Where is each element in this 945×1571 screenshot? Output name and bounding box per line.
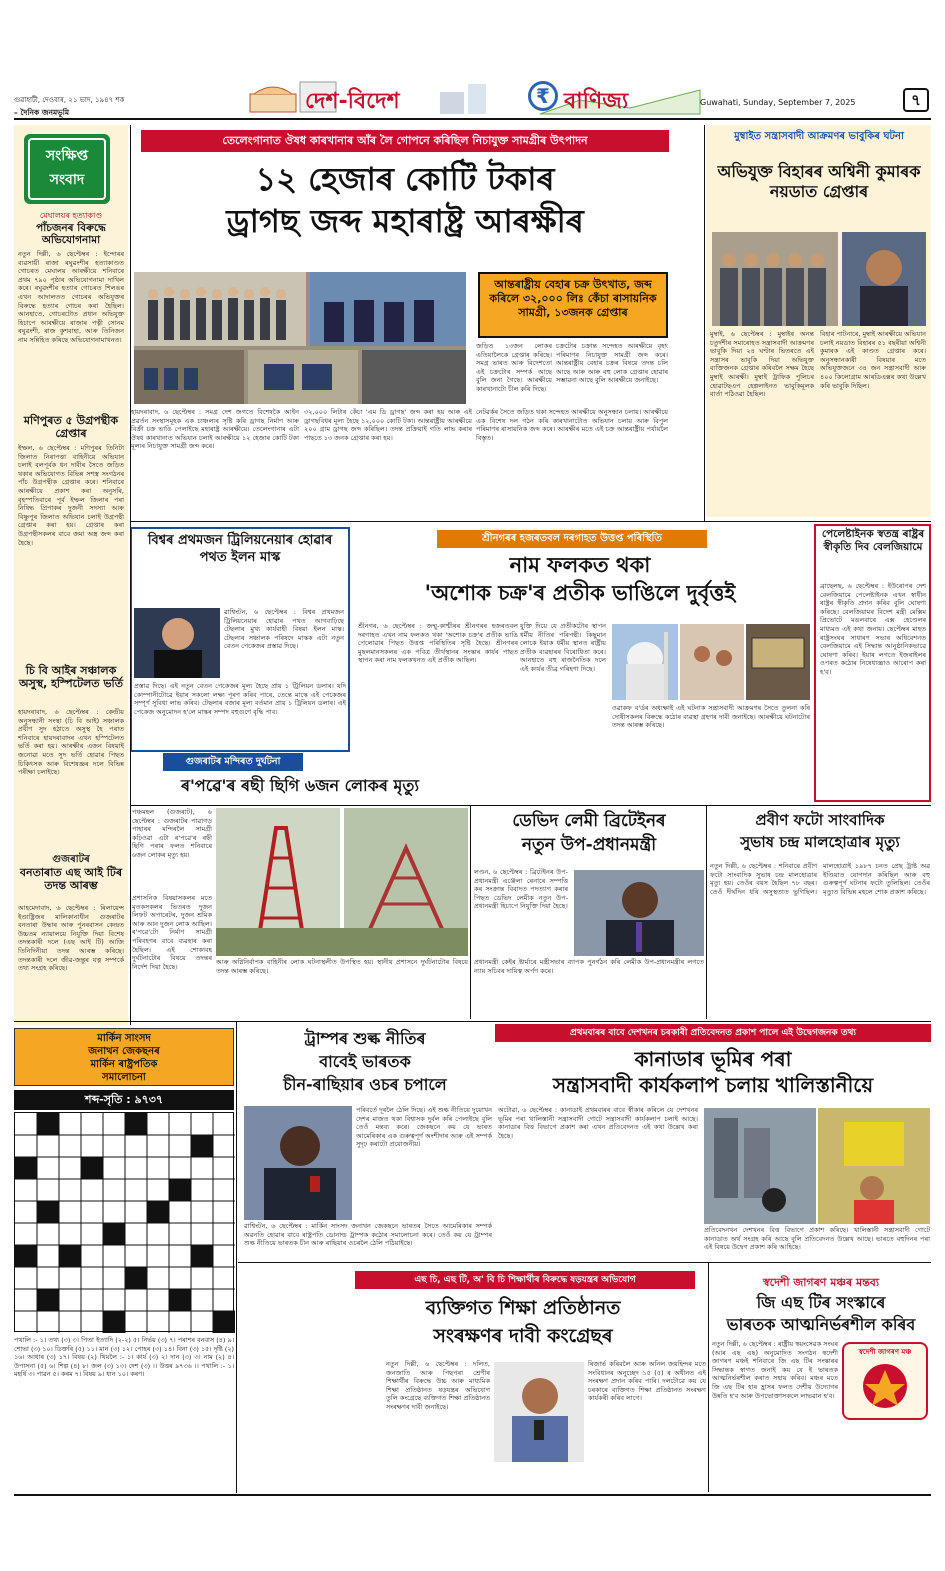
lammy-photo-graphic: [574, 870, 704, 956]
lead-body-5: চক্ৰটোৰ চক্ৰান্ত সন্দেহত আৰক্ষীয়ে বৃহৎ পৰিমাণৰ নিচাযুক্ত সামগ্ৰী জব্দ কৰে। আন্তৰাষ্ট্ৰীয় বেহাৰ চক্ৰৰ বিষয়ে তদন্ত চলি আছে আৰু আৰু বহু লোক গ্ৰেপ্তাৰ হোৱাৰ সম্ভাৱনা আছে বুলি আৰক্ষীয়ে জনাইছে।: [556, 342, 668, 385]
swadeshi-headline-line1: জি এছ টিৰ সংস্কাৰে: [756, 1293, 886, 1312]
trump-box-line1: মাৰ্কিন সাংসদ: [97, 1033, 151, 1044]
sidebar-s4-body: আহমেদাবাদ, ৬ ছেপ্টেম্বৰ : ৰিলায়েন্স ইণ্ডাষ্ট্ৰিজৰ মালিকানাধীন গুজৰাটৰ বনতাৰা উদ্ধাৰ আৰু পুনৰবাসন কেন্দ্ৰত উচ্চতম ন্যায়ালয়ে নিযুক্তি দিয়া বিশেষ তদন্তকাৰী দলে (এছ আই টি) আজি তিনিদিনীয়া তদন্ত আৰম্ভ কৰিছে। তদন্তকাৰী দলে জীৱ-জন্তুৰ যত্ন সম্পৰ্কে তথ্য সংগ্ৰহ কৰিছে।: [18, 904, 124, 973]
mumbai-photo-graphic: [712, 232, 926, 326]
sidebar-s1-kicker: মেঘালয়ৰ হত্যাকাণ্ড: [39, 211, 103, 220]
sidebar-s1-body: নতুন দিল্লী, ৬ ছেপ্টেম্বৰ : ইন্দোৰৰ ব্যৱসায়ী ৰাজা ৰঘুৱংশীৰ হত্যাকাণ্ডত গোচৰত মেঘালয় আৰক্ষীয়ে শনিবাৰে প্ৰথম ৭৯০ পৃষ্ঠাৰ অভিযোগনামা দাখিল কৰে। ৰঘুৱংশীৰ হত্যাৰ গোচৰত শিলঙৰ এখন আদালতত গোচৰৰ অভিযুক্তৰ বিৰুদ্ধে হত্যাৰ গোচৰ কৰা হৈছিল। আনহাতে, গোচৰটোত প্ৰধান অভিযুক্ত হিচাপে আৰক্ষীয়ে ৰাজাৰ পত্নী সোনম ৰঘুৱংশী, ৰাজ কুশবাহা, আৰু তিনিজন নাম সন্নিহিত কৰিছে অভিযোগনামাখনত।: [18, 250, 124, 344]
swadeshi-logo: [842, 1342, 928, 1420]
divider-lammy: [706, 805, 707, 1019]
srinagar-body-3: ওৱাকফ ব'ৰ্ডৰ অধ্যক্ষাই এই ঘটনাক সন্ত্ৰাসবাদী আক্ৰমণৰ সৈতে তুলনা কৰি দোষীসকলৰ বিৰুদ্ধে কঠোৰ ব্যৱস্থা গ্ৰহণৰ দাবী জনাইছে। আৰক্ষীয়ে ঘটনাটোৰ তদন্ত আৰম্ভ কৰিছে।: [612, 704, 810, 730]
lead-body-1: হায়দৰাবাদ, ৬ ছেপ্টেম্বৰ : সমগ্ৰ দেশ জগতে বিশেষকৈ আইন প্ৰৱৰ্তন সংস্থাসমূহক এক চাঞ্চল্যৰ সৃষ্টি কৰি ড্ৰাগছ নিৰ্মাণ আৰু বিক্ৰী চক্ৰ ভাঙি পেলাইছে মহাৰাষ্ট্ৰ আৰক্ষীয়ে। তেলেংগানাৰ এটা ঔষধ কাৰখানাত অভিযান চলাই আৰক্ষীয়ে ১২ হেজাৰ কোটি টকা মূল্যৰ নিচাযুক্ত সামগ্ৰী জব্দ কৰে।: [131, 408, 299, 451]
khalistan-photo-graphic: [704, 1108, 930, 1224]
sidebar-s2-body: ইম্ফল, ৬ ছেপ্টেম্বৰ : মণিপুৰৰ তিনিটা জিলাত নিৰাপত্তা বাহিনীয়ে অভিযান চলাই বলপূৰ্বক ধন দাবীৰ সৈতে জড়িত থকাৰ অভিযোগত বিভিন্ন সশস্ত্ৰ সংগঠনৰ পাঁচ উগ্ৰপন্থীক গ্ৰেপ্তাৰ কৰে। শনিবাৰে আৰক্ষীয়ে প্ৰকাশ কৰা অনুসৰি, বৃহস্পতিবাৰে পূৰ্ব ইম্ফল জিলাৰ পৰা নিষিদ্ধ প্ৰিপাকৰ দুজনী সদস্যা আৰু বিষ্ণুপুৰ জিলাত অভিযান চলাই উগ্ৰপন্থী গ্ৰেপ্তাৰ কৰা হয়। গ্ৰেপ্তাৰ কৰা উগ্ৰপন্থীসকলৰ বাবে জমা অস্ত্ৰ জব্দ কৰা হৈছে।: [18, 444, 124, 547]
lead-headline-line1: ১২ হেজাৰ কোটি টকাৰ: [255, 160, 555, 198]
sidebar-s3-body: হায়দৰাবাদ, ৬ ছেপ্টেম্বৰ : কেন্দ্ৰীয় অনুসন্ধানী সংস্থা (চি বি আই) সঞ্চালক প্ৰবীণ সুদ হঠাতে অসুস্থ হৈ পৰাত শনিবাৰে হায়দৰাবাদৰ এখন হস্পিটেলত ভৰ্তি কৰা হয়। আৰক্ষীৰ এজন বিষয়াই জনোৱা মতে সুদ ভৰ্তি হোৱাৰ পিছত চিকিৎসক আৰু বিশেষজ্ঞৰ দলে বিভিন্ন পৰীক্ষা চলাইছে।: [18, 708, 124, 777]
sidebar-s4-headline: বনতাৰাত এছ আই টিৰ তদন্ত আৰম্ভ: [19, 866, 123, 892]
congress-kicker: এছ চি, এছ টি, অ' বি চি শিক্ষাৰ্থীৰ বিৰুদ্ধে ষড়যন্ত্ৰৰ অভিযোগ: [355, 1271, 695, 1289]
divider-mumbai: [704, 125, 705, 521]
masthead-rule: [14, 118, 931, 120]
malhotra-body: নতুন দিল্লী, ৬ ছেপ্টেম্বৰ : শনিবাৰে প্ৰবীণ ফটো সাংবাদিক সুভাষ চন্দ্ৰ মালহোত্ৰাৰ মৃত্যু হয়। তেওঁৰ বয়স হৈছিল ৭৮ বছৰ। তেওঁ দীৰ্ঘদিন ধৰি অসুস্থতাত ভুগিছিল। মালহোত্ৰাই ১৯৮৭ চনত প্ৰেছ ট্ৰাষ্ট অৱ ইণ্ডিয়াত যোগদান কৰিছিল আৰু বহু গুৰুত্বপূৰ্ণ ঘটনাৰ ফটো তুলিছিল। তেওঁৰ মৃত্যুত বিভিন্ন মহলে শোক প্ৰকাশ কৰিছে।: [710, 862, 930, 896]
trump-body-1: ৱাশ্বিংটন, ৬ ছেপ্টেম্বৰ : মাৰ্কিন সাংসদ জনাথন জেকছনে ভাৰতৰ সৈতে আমেৰিকাৰ সম্পৰ্ক অৱনতি হোৱাৰ বাবে ৰাষ্ট্ৰপতি ডোনাল্ড ট্ৰাম্পক কঠোৰ সমালোচনা কৰে। তেওঁ কয় যে ট্ৰাম্পৰ শুল্ক নীতিয়ে ভাৰতক চীন আৰু ৰাছিয়াৰ ওচৰলৈ ঠেলি পঠিয়াইছে।: [244, 1222, 492, 1248]
crossword-grid[interactable]: [14, 1112, 234, 1332]
sidebar-badge: [24, 134, 110, 204]
masthead-left-date: গুৱাহাটী, দেওবাৰ, ২১ ভাদ, ১৯৪৭ শক: [14, 96, 125, 104]
divider-row2: [130, 521, 931, 522]
crossword-title: শব্দ-সৃতি : ৯৭৩৭: [14, 1090, 234, 1110]
divider-row3: [130, 805, 931, 806]
lammy-body-2: প্ৰধানমন্ত্ৰী কেইৰ ষ্টাৰ্মাৰে মন্ত্ৰীসভাৰ ব্যাপক পুনৰ্গঠন কৰি লেমীক উপ-প্ৰধানমন্ত্ৰীৰ লগতে ন্যায় সচিবৰ দায়িত্ব অৰ্পণ কৰে।: [474, 958, 704, 975]
divider-row5: [238, 1262, 931, 1263]
mumbai-body-1: মুম্বাই, ৬ ছেপ্টেম্বৰ : মুম্বাইৰ অনন্ত চতুৰ্দশীৰ সমাৰোহত সন্ত্ৰাসবাদী আক্ৰমণৰ ভাবুকি দিয়া ২৪ ঘণ্টাৰ ভিতৰতে এই সন্ত্ৰাসৰ ভাবুকি দিয়া অভিযুক্ত ব্যক্তিজনক গ্ৰেপ্তাৰ কৰিবলৈ সক্ষম হৈছে মুম্বাই আৰক্ষী। মুম্বাই ট্ৰাফিক পুলিচৰ হোৱাটছএপ হেল্পলাইনত ভাবুকিমূলক বাৰ্তা পঠিওৱা হৈছিল।: [710, 330, 814, 399]
trump-body-2: পৰিবৰ্তে দূৰলৈ ঠেলি দিছে। এই শুল্ক নীতিয়ে দুয়োখন দেশৰ মাজত থকা বিশ্বাসক দুৰ্বল কৰি পেলাইছে বুলি তেওঁ মন্তব্য কৰে। জেকছনে কয় যে ভাৰত আমেৰিকাৰ এক গুৰুত্বপূৰ্ণ অংশীদাৰ আৰু এই সম্পৰ্ক সুদৃঢ় কৰাটো প্ৰয়োজনীয়।: [356, 1106, 492, 1149]
sidebar-s1-headline: পাঁচজনৰ বিৰুদ্ধে অভিযোগনামা: [36, 222, 106, 246]
trump-box-line4: সমালোচনা: [102, 1072, 146, 1083]
khalistan-body-2: প্ৰতিবেদনখন দেশখনৰ বিত্ত বিভাগে প্ৰকাশ কৰিছে। খালিস্তানী সন্ত্ৰাসবাদী গোটে কানাডাত অৰ্থ সংগ্ৰহ কৰি আছে বুলি প্ৰতিবেদনত উল্লেখ আছে। ভাৰতে বহুদিনৰ পৰা এই বিষয়ে উদ্বেগ প্ৰকাশ কৰি আহিছে।: [704, 1226, 930, 1252]
congress-headline-line1: ব্যক্তিগত শিক্ষা প্ৰতিষ্ঠানত: [425, 1297, 621, 1319]
gujarat-body-1: পঞ্চমহল (গুজৰাট), ৬ ছেপ্টেম্বৰ : গুজৰাটৰ পাৱাগড় পাহাৰৰ মন্দিৰলৈ সামগ্ৰী কঢ়িওৱা এটা ৰ'পৱে'ৰ ৰছী ছিগি পৰাৰ ফলত শনিবাৰে ৬জন লোকৰ মৃত্যু হয়।: [132, 808, 212, 859]
srinagar-photo-graphic: [612, 624, 810, 700]
khalistan-photo-protest: [704, 1108, 930, 1224]
swadeshi-logo-text: স্বদেশী জাগৰণ মঞ্চ: [858, 1348, 912, 1356]
srinagar-body-1: শ্ৰীনগৰ, ৬ ছেপ্টেম্বৰ : জম্মু-কাশ্মীৰৰ শ্ৰীনগৰৰ হজৰতবল দৰগাহত এখন নাম ফলকত থকা 'অশোক চক্ৰ'ৰ প্ৰতীক ভাঙি পেলোৱাৰ পিছত উত্তপ্ত পৰিস্থিতিৰ সৃষ্টি হৈছে। শ্ৰীনগৰৰ মুছলমানসকলৰ এক পবিত্ৰ তীৰ্থস্থানৰ সংস্কাৰ কাৰ্যৰ পাছত স্থাপন কৰা নাম ফলকখনত এই প্ৰতীক আছিল।: [358, 622, 518, 665]
divider-bottom: [14, 1494, 931, 1496]
khalistan-body-1: অটোৱা, ৬ ছেপ্টেম্বৰ : কানাডাই প্ৰথমবাৰৰ বাবে স্বীকাৰ কৰিলে যে দেশখনৰ ভূমিৰ পৰা খালিস্তানী সন্ত্ৰাসবাদী গোটে সন্ত্ৰাসবাদী কাৰ্যকলাপ চলাই আছে। কানাডাৰ বিত্ত বিভাগে প্ৰকাশ কৰা এখন প্ৰতিবেদনত এই কথা উল্লেখ কৰা হৈছে।: [498, 1106, 698, 1140]
lead-body-3: নেটৱৰ্কৰ সৈতে জড়িত থকা সন্দেহত আৰক্ষীয়ে অনুসন্ধান চলায়। আৰক্ষীয়ে এক বিশেষ দল গঠন কৰি কাৰখানাটোত অভিযান চলায় আৰু বিপুল পৰিমাণৰ ৰাসায়নিক জব্দ কৰে। আৰক্ষীৰ মতে এই চক্ৰ আন্তৰাষ্ট্ৰীয় পৰ্যায়লৈ বিস্তৃত।: [476, 408, 668, 442]
palestine-headline: পেলেষ্টাইনক স্বতন্ত্ৰ ৰাষ্ট্ৰৰ স্বীকৃতি দিব বেলজিয়ামে: [821, 528, 925, 553]
musk-body-2: প্ৰস্তাৱ দিছে। এই নতুন বেতন পেকেজৰ মূল্য হৈছে প্ৰায় ১ ট্ৰিলিয়ন ডলাৰ। যদি কোম্পানীটোৱে ইয়াৰ সকলো লক্ষ্য পূৰণ কৰিব পাৰে, তেন্তে মাস্কে এই পেকেজৰ সম্পূৰ্ণ সুবিধা লাভ কৰিব। টেছলাৰ বজাৰ মূল্য বৰ্তমান প্ৰায় ১ ট্ৰিলিয়ন ডলাৰ। এই পেকেজ অনুমোদন হ'লে মাস্কৰ সম্পদ বহুগুণে বৃদ্ধি পাব।: [134, 682, 346, 716]
sidebar-s2-headline: মণিপুৰত ৫ উগ্ৰপন্থীক গ্ৰেপ্তাৰ: [23, 414, 119, 440]
srinagar-headline-line1: নাম ফলকত থকা: [509, 553, 651, 577]
mumbai-headline: অভিযুক্ত বিহাৰৰ অশ্বিনী কুমাৰক নয়ডাত গ্ৰেপ্তাৰ: [717, 162, 921, 201]
lead-photo-drug-seizure: [134, 272, 466, 404]
congress-body-1: নতুন দিল্লী, ৬ ছেপ্টেম্বৰ : দলিত, জনজাতি আৰু পিছপৰা শ্ৰেণীৰ শিক্ষাৰ্থীৰ বিৰুদ্ধে উচ্চ আৰু মাধ্যমিক শিক্ষা প্ৰতিষ্ঠানত ষড়যন্ত্ৰৰ অভিযোগ তুলি কংগ্ৰেছে ব্যক্তিগত শিক্ষা প্ৰতিষ্ঠানত সংৰক্ষণৰ দাবী জনাইছে।: [386, 1360, 490, 1411]
musk-photo-graphic: [134, 608, 220, 678]
mumbai-photo-arrest: [712, 232, 926, 326]
gujarat-kicker: গুজৰাটৰ মন্দিৰত দুৰ্ঘটনা: [163, 753, 303, 771]
lammy-headline-line2: নতুন উপ-প্ৰধানমন্ত্ৰী: [521, 835, 657, 855]
congress-headline-line2: সংৰক্ষণৰ দাবী কংগ্ৰেছৰ: [433, 1325, 613, 1347]
lammy-headline-line1: ডেভিদ লেমী ব্ৰিটেইনৰ: [512, 811, 666, 831]
sidebar-s4-kicker: গুজৰাটৰ: [52, 854, 90, 865]
trump-box-line2: জনাথন জেকছনৰ: [88, 1046, 160, 1057]
mumbai-body-2: বিহাৰ পাটনাৰে, মুম্বাই আৰক্ষীয়ে অভিযান চলাই নয়ডাত বিহাৰৰ ৫১ বছৰীয়া অশ্বিনী কুমাৰক এই কাণ্ডত গ্ৰেপ্তাৰ কৰে। অনুসন্ধানকাৰী বিষয়াৰ মতে অভিযুক্তজনে ৩৪ জন সন্ত্ৰাসবাদী আৰু ৪০০ কিলোগ্ৰাম আৰডিএক্সৰ কথা উল্লেখ কৰি ভাবুকি দিছিল।: [820, 330, 926, 390]
congress-body-2: ৰিজাৰ্ভ কৰিবলৈ আৰু অনিল জয়হিন্দৰ মতে সংবিধানৰ অনুচ্ছেদ ১৫ (৫) ৰ অধীনত এই সংৰক্ষণ প্ৰদান কৰিব পাৰি। দলটোৱে কয় যে চৰকাৰে ব্যক্তিগত শিক্ষা প্ৰতিষ্ঠানত সংৰক্ষণ কাৰ্যকৰী কৰিব লাগে।: [588, 1360, 706, 1403]
musk-body-1: ৱাশ্বিংটন, ৬ ছেপ্টেম্বৰ : বিশ্বৰ প্ৰথমজন ট্ৰিলিয়নেয়াৰ হোৱাৰ পথত আগবাঢ়িছে টেছলাৰ মুখ্য কাৰ্যবাহী বিষয়া ইলন মাস্ক। টেছলাৰ সঞ্চালক পৰিষদে মাস্কক এটা নতুন বেতন পেকেজৰ প্ৰস্তাৱ দিছে।: [224, 608, 344, 651]
lead-headline-line2: ড্ৰাগছ জব্দ মহাৰাষ্ট্ৰ আৰক্ষীৰ: [226, 202, 584, 240]
trump-side-box: [14, 1028, 234, 1086]
gujarat-body-2: প্ৰশাসনিক বিষয়াসকলৰ মতে মৃতকসকলৰ ভিতৰত দুজন লিফট অপাৰেটৰ, দুজন শ্ৰমিক আৰু আন দুজন লোক আছিল। ৰ'পৱে'টো নিৰ্মাণ সামগ্ৰী পৰিবহণৰ বাবে ব্যৱহাৰ কৰা হৈছিল। এই শোকাবহ দুৰ্ঘটনাটোৰ বিষয়ে তদন্তৰ নিৰ্দেশ দিয়া হৈছে।: [132, 894, 212, 971]
srinagar-headline-line2: 'অশোক চক্ৰ'ৰ প্ৰতীক ভাঙিলে দুৰ্বৃত্তই: [424, 581, 736, 605]
gujarat-photo-ropeway: [216, 808, 468, 956]
khalistan-headline-line1: কানাডাৰ ভূমিৰ পৰা: [634, 1047, 792, 1071]
musk-headline: বিশ্বৰ প্ৰথমজন ট্ৰিলিয়নেয়াৰ হোৱাৰ পথত ইলন মাস্ক: [147, 533, 333, 565]
lead-body-4: জড়িত ১৩জন লোকৰ এতিয়ালৈকে গ্ৰেপ্তাৰ কৰিছে। সমগ্ৰ ভাৰত আৰু বিদেশতো এই চক্ৰটোৰ সম্পৰ্ক আছে বুলি জনা গৈছে। আৰক্ষীয়ে কাৰখানাটো চীল কৰি দিছে।: [476, 342, 552, 393]
trump-photo-jackson: [244, 1106, 352, 1220]
khalistan-headline-line2: সন্ত্ৰাসবাদী কাৰ্যকলাপ চলায় খালিস্তানীয়ে: [552, 1073, 874, 1097]
congress-photo-graphic: [494, 1362, 584, 1462]
srinagar-body-2: যুক্তি দিয়ে যে প্ৰতীকটোৰ স্থাপন ধৰ্মীয় নীতিৰ পৰিপন্থী। কিছুমান লোকে ইয়াক ধৰ্মীয় স্থানত ৰাষ্ট্ৰীয় প্ৰতীক ব্যৱহাৰৰ বিৰোধিতা কৰে। আনহাতে বহু ৰাজনৈতিক দলে এই কাৰ্যৰ তীব্ৰ গৰিহণা দিছে।: [520, 622, 606, 673]
srinagar-kicker: শ্ৰীনগৰৰ হজৰতবল দৰগাহত উত্তপ্ত পৰিস্থিতি: [437, 530, 707, 548]
section-title-desh-bidesh: দেশ-বিদেশ: [305, 89, 400, 114]
trump-headline-line1: ট্ৰাম্পৰ শুল্ক নীতিৰ: [304, 1029, 426, 1048]
divider-row4: [14, 1021, 931, 1022]
divider-sidebar: [130, 125, 131, 1025]
section-title-banijya: বাণিজ্য: [564, 89, 629, 114]
malhotra-headline-line2: সুভাষ চন্দ্ৰ মালহোত্ৰাৰ মৃত্যু: [740, 833, 900, 851]
trump-headline-line3: চীন-ৰাছিয়াৰ ওচৰ চপালে: [283, 1075, 447, 1094]
mumbai-kicker: মুম্বাইত সন্ত্ৰাসবাদী আক্ৰমণৰ ভাবুকিৰ ঘটনা: [734, 131, 904, 142]
trump-box-line3: মাৰ্কিন ৰাষ্ট্ৰপতিক: [90, 1059, 158, 1070]
sidebar-badge-line2: সংবাদ: [49, 172, 85, 188]
lead-inset-box: আন্তৰাষ্ট্ৰীয় বেহাৰ চক্ৰ উৎখাত, জব্দ কৰিলে ৩২,০০০ লিঃ কেঁচা ৰাসায়নিক সামগ্ৰী, ১৩জনক গ্ৰেপ্তাৰ: [478, 272, 668, 338]
musk-photo: [134, 608, 220, 678]
divider-swadeshi: [708, 1262, 709, 1492]
gujarat-photo-graphic: [216, 808, 468, 956]
masthead-paper-name: – দৈনিক জনমভূমি: [14, 108, 70, 117]
divider-gujarat: [470, 805, 471, 1019]
lammy-body-1: লণ্ডন, ৬ ছেপ্টেম্বৰ : ব্ৰিটেইনৰ উপ-প্ৰধানমন্ত্ৰী এঞ্জেলা ৰেনাৰে সম্পত্তি কৰ সংক্ৰান্ত বিবাদত পদত্যাগ কৰাৰ পিছত ডেভিদ লেমীক নতুন উপ-প্ৰধানমন্ত্ৰী হিচাপে নিযুক্তি দিয়া হৈছে।: [474, 868, 568, 911]
trump-photo-graphic: [244, 1106, 352, 1220]
gujarat-headline: ৰ'পৱে'ৰ ৰছী ছিগি ৬জন লোকৰ মৃত্যু: [181, 776, 419, 795]
rupee-icon: ₹: [528, 81, 558, 111]
sidebar-badge-line1: সংক্ষিপ্ত: [45, 148, 89, 164]
trump-headline-line2: বাবেই ভাৰতক: [319, 1052, 411, 1071]
lammy-photo: [574, 870, 704, 956]
page-number: ৭: [903, 88, 929, 112]
divider-crossword: [236, 1021, 237, 1493]
lead-body-2: ৩২,০০০ লিটাৰ কেঁচা 'এম ডি ড্ৰাগছ' জব্দ কৰা হয় আৰু এই ড্ৰাগছবিধৰ মূল্য হৈছে ১২,০০০ কোটি টকা। আন্তৰাষ্ট্ৰীয় আৰক্ষীয়ে ২০০ গ্ৰাম ড্ৰাগছ জব্দ কৰিছিল। তদন্ত প্ৰক্ৰিয়াই গতি লাভ কৰাৰ পাছতে ১৩ জনক গ্ৰেপ্তাৰ কৰা হয়।: [304, 408, 472, 442]
srinagar-photo-dargah: [612, 624, 810, 700]
lead-photo-graphic: [134, 272, 466, 404]
swadeshi-kicker: স্বদেশী জাগৰণ মঞ্চৰ মন্তব্য: [762, 1276, 880, 1289]
sidebar-s3-headline: চি বি আইৰ সঞ্চালক অসুস্থ, হস্পিটেলত ভৰ্তি: [19, 664, 123, 690]
gujarat-body-3: আৰু অগ্নিনিৰ্বাপক বাহিনীৰ লোক ঘটনাস্থলীত উপস্থিত হয়। স্থানীয় প্ৰশাসনে দুৰ্ঘটনাটোৰ বিষয়ে তদন্ত আৰম্ভ কৰিছে।: [216, 958, 468, 975]
lead-kicker: তেলেংগানাত ঔষধ কাৰখানাৰ আঁৰ লৈ গোপনে কৰিছিল নিচাযুক্ত সামগ্ৰীৰ উৎপাদন: [141, 130, 669, 152]
palestine-body: ব্ৰাছেলছ, ৬ ছেপ্টেম্বৰ : ইউৰোপৰ দেশ বেলজিয়ামে পেলেষ্টাইনক এখন স্বাধীন ৰাষ্ট্ৰৰ স্বীকৃতি প্ৰদান কৰিব বুলি ঘোষণা কৰিছে। বেলজিয়ামৰ বিদেশ মন্ত্ৰী মেক্সিম প্ৰিভোটে মঙলবাৰে এক্স হেণ্ডেলৰ মাধ্যমত এই কথা জনায়। ছেপ্টেম্বৰ মাহত ৰাষ্ট্ৰসংঘৰ সাধাৰণ সভাৰ অধিবেশনত বেলজিয়ামে এই সিদ্ধান্ত আনুষ্ঠানিকভাৱে ঘোষণা কৰিব। ইয়াৰ লগতে ইজৰাইলৰ ওপৰত কঠোৰ নিষেধাজ্ঞাও আৰোপ কৰা হ'ব।: [820, 582, 926, 676]
swadeshi-headline-line2: ভাৰতক আত্মনিৰ্ভৰশীল কৰিব: [726, 1315, 916, 1334]
masthead-right-date: Guwahati, Sunday, September 7, 2025: [700, 98, 856, 107]
malhotra-headline-line1: প্ৰবীণ ফটো সাংবাদিক: [755, 811, 885, 829]
congress-photo: [494, 1362, 584, 1462]
swadeshi-body: নতুন দিল্লী, ৬ ছেপ্টেম্বৰ : ৰাষ্ট্ৰীয় স্বয়ংসেৱক সংঘৰ (আৰ এছ এছ) অনুমোদিত সংগঠন স্বদেশী জাগৰণ মঞ্চই শনিবাৰে জি এছ টিৰ সংস্কাৰৰ সিদ্ধান্তক স্বাগত জনাই কয় যে ই ভাৰতক আত্মনিৰ্ভৰশীল কৰাত সহায় কৰিব। মঞ্চৰ মতে জি এছ টিৰ হাৰ হ্ৰাসৰ ফলত দেশীয় উদ্যোগৰ উন্নতি হ'ব আৰু উপভোক্তাসকলে লাভৱান হ'ব।: [712, 1340, 838, 1400]
crossword-grid-graphic: [15, 1113, 235, 1333]
crossword-clues: পথালি :- ১। তথ্য (৩) ৩। পিতা ইত্যাদি (২-২) ৫। নিৰ্ভয় (৩) ৭। পৰাশৰ বনবাস (৪) ৯। শোভা (৩) ১০। ডিক্তৰি (৫) ১১। মান (৩) ১২। পোহৰ (৩) ১৪। বিনা (৩) ১৫। দৃষ্টি (২) ১৬। আধাৰ (৩) ১৭। বিষয় (২) থিয়লৈ :- ১। কাৰ্য (৩) ২। দান (৩) ৩। নাম (২) ৪। উপাসনা (৫) ৬। শিল্প (৪) ৮। জল (৩) ১৩। দেশ (৩) ।। উত্তৰ ৯৭৩৬ ।। পথালি :- ১। মহৰ্ষি ৩। পাৱন ৫। কৰম ৭। বিষয় ৯। ধান ১০। কৰণ।: [14, 1336, 234, 1379]
khalistan-kicker: প্ৰথমবাৰৰ বাবে দেশখনৰ চৰকাৰী প্ৰতিবেদনত প্ৰকাশ পালে এই উদ্বেগজনক তথ্য: [495, 1024, 931, 1042]
